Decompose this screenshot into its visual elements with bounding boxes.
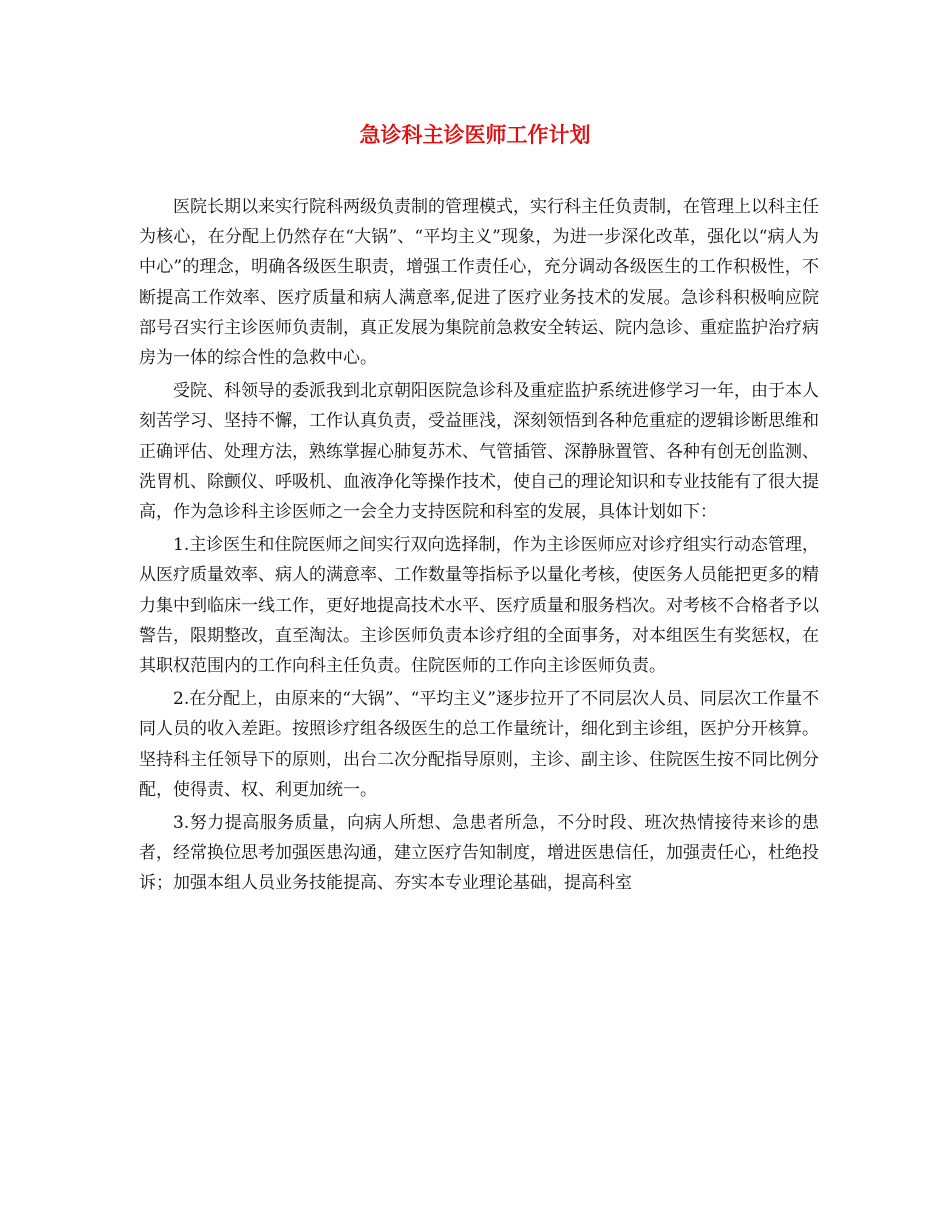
paragraph-item-1: 1.主诊医生和住院医师之间实行双向选择制，作为主诊医师应对诊疗组实行动态管理，从医疗质量效率、病人的满意率、工作数量等指标予以量化考核，使医务人员能把更多的精力集中到临床一线工作，更好地提高技术水平、医疗质量和服务档次。对考核不合格者予以警告，限期整改，直至淘汰。主诊医师负责本诊疗组的全面事务，对本组医生有奖惩权，在其职权范围内的工作向科主任负责。住院医师的工作向主诊医师负责。 <box>139 535 819 677</box>
paragraph-training: 受院、科领导的委派我到北京朝阳医院急诊科及重症监护系统进修学习一年，由于本人刻苦学习、坚持不懈，工作认真负责，受益匪浅，深刻领悟到各种危重症的逻辑诊断思维和正确评估、处理方法，熟练掌握心肺复苏术、气管插管、深静脉置管、各种有创无创监测、洗胃机、除颤仪、呼吸机、血液净化等操作技术，使自己的理论知识和专业技能有了很大提高，作为急诊科主诊医师之一会全力支持医院和科室的发展，具体计划如下： <box>139 381 819 523</box>
document-title: 急诊科主诊医师工作计划 <box>359 122 591 147</box>
paragraph-item-3: 3.努力提高服务质量，向病人所想、急患者所急，不分时段、班次热情接待来诊的患者，经常换位思考加强医患沟通，建立医疗告知制度，增进医患信任，加强责任心，杜绝投诉；加强本组人员业务技能提高、夯实本专业理论基础，提高科室 <box>139 813 819 894</box>
document-body <box>139 192 819 902</box>
paragraph-item-2: 2.在分配上，由原来的“大锅”、“平均主义”逐步拉开了不同层次人员、同层次工作量不同人员的收入差距。按照诊疗组各级医生的总工作量统计，细化到主诊组，医护分开核算。坚持科主任领导下的原则，出台二次分配指导原则，主诊、副主诊、住院医生按不同比例分配，使得责、权、利更加统一。 <box>139 689 819 800</box>
paragraph-intro: 医院长期以来实行院科两级负责制的管理模式，实行科主任负责制，在管理上以科主任为核心，在分配上仍然存在“大锅”、“平均主义”现象，为进一步深化改革，强化以“病人为中心”的理念，明确各级医生职责，增强工作责任心，充分调动各级医生的工作积极性，不断提高工作效率、医疗质量和病人满意率,促进了医疗业务技术的发展。急诊科积极响应院部号召实行主诊医师负责制，真正发展为集院前急救安全转运、院内急诊、重症监护治疗病房为一体的综合性的急救中心。 <box>139 197 819 369</box>
